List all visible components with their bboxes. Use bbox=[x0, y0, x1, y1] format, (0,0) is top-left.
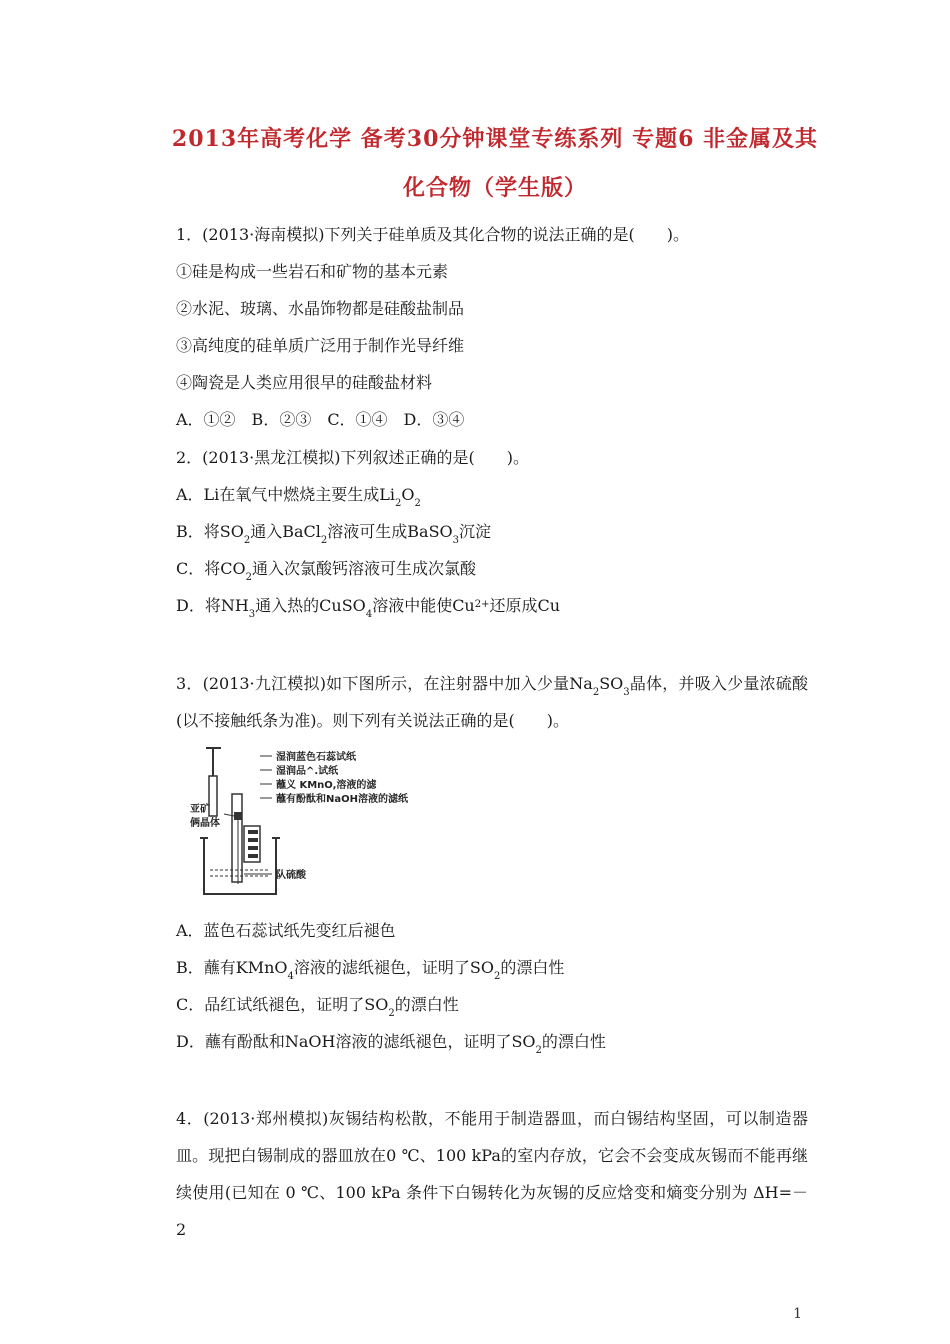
figure-label-phenolphthalein-paper: 蘸有酚酞和NaOH溶液的滤纸 bbox=[276, 794, 408, 805]
q3-option-a: A．蓝色石蕊试纸先变红后褪色 bbox=[176, 921, 396, 940]
q1-stem: 1．(2013·海南模拟)下列关于硅单质及其化合物的说法正确的是( )。 bbox=[176, 225, 689, 244]
syringe-apparatus-figure bbox=[190, 746, 440, 896]
q3-option-d: D．蘸有酚酞和NaOH溶液的滤纸褪色，证明了$SO_2$的漂白性 bbox=[176, 1032, 606, 1056]
q2-option-d: D．将$NH_3$通入热的CuSO$_4$溶液中能使$Cu^{2+}$还原成Cu bbox=[176, 596, 561, 620]
q1-statement-1: ①硅是构成一些岩石和矿物的基本元素 bbox=[176, 262, 449, 281]
q2-option-b: B．将$SO_2$通入BaCl$_2$溶液可生成BaSO$_3$沉淀 bbox=[176, 522, 492, 546]
figure-label-acid: 队硫酸 bbox=[276, 870, 306, 881]
figure-label-crystal-1: 亚矿 bbox=[190, 804, 210, 815]
document-title-line-1: 2013年高考化学 备考30分钟课堂专练系列 专题6 非金属及其 bbox=[171, 126, 819, 152]
q2-option-c: C．将$CO_2$通入次氯酸钙溶液可生成次氯酸 bbox=[176, 559, 476, 583]
q1-statement-3: ③高纯度的硅单质广泛用于制作光导纤维 bbox=[176, 336, 465, 355]
q3-stem: 3．(2013·九江模拟)如下图所示，在注射器中加入少量$Na_2SO_3$晶体，并吸入少量浓硫酸(以不接触纸条为准)。则下列有关说法正确的是( )。 bbox=[176, 674, 808, 730]
q1-statement-2: ②水泥、玻璃、水晶饰物都是硅酸盐制品 bbox=[176, 299, 465, 318]
q4-stem: 4．(2013·郑州模拟)灰锡结构松散，不能用于制造器皿，而白锡结构坚固，可以制造器皿。现把白锡制成的器皿放在0 ℃、100 kPa的室内存放，它会不会变成灰锡而不能再继续使用(已知在 0 ℃、100 kPa 条件下白锡转化为灰锡的反应焓变和熵变分别为 ΔH=－2 bbox=[176, 1109, 808, 1239]
q1-statement-4: ④陶瓷是人类应用很早的硅酸盐材料 bbox=[176, 373, 433, 392]
figure-label-kmno4-paper: 蘸义 KMnO,溶液的滤 bbox=[276, 780, 377, 791]
q3-option-b: B．蘸有KMnO$_4$溶液的滤纸褪色，证明了$SO_2$的漂白性 bbox=[176, 958, 565, 982]
q2-option-a: A．Li在氧气中燃烧主要生成$Li_2O_2$ bbox=[176, 485, 421, 509]
q3-option-c: C．品红试纸褪色，证明了$SO_2$的漂白性 bbox=[176, 995, 459, 1019]
page-number: 1 bbox=[793, 1306, 802, 1322]
figure-label-crystal-2: 俩晶体 bbox=[190, 818, 220, 829]
q1-options: A．①② B．②③ C．①④ D．③④ bbox=[176, 410, 465, 429]
q2-stem: 2．(2013·黑龙江模拟)下列叙述正确的是( )。 bbox=[176, 448, 529, 467]
document-title-line-2: 化合物（学生版） bbox=[402, 175, 587, 201]
figure-label-pinkred-paper: 湿润品^.试纸 bbox=[276, 766, 339, 777]
figure-label-blue-litmus: 湿润蓝色石蕊试纸 bbox=[276, 752, 356, 763]
